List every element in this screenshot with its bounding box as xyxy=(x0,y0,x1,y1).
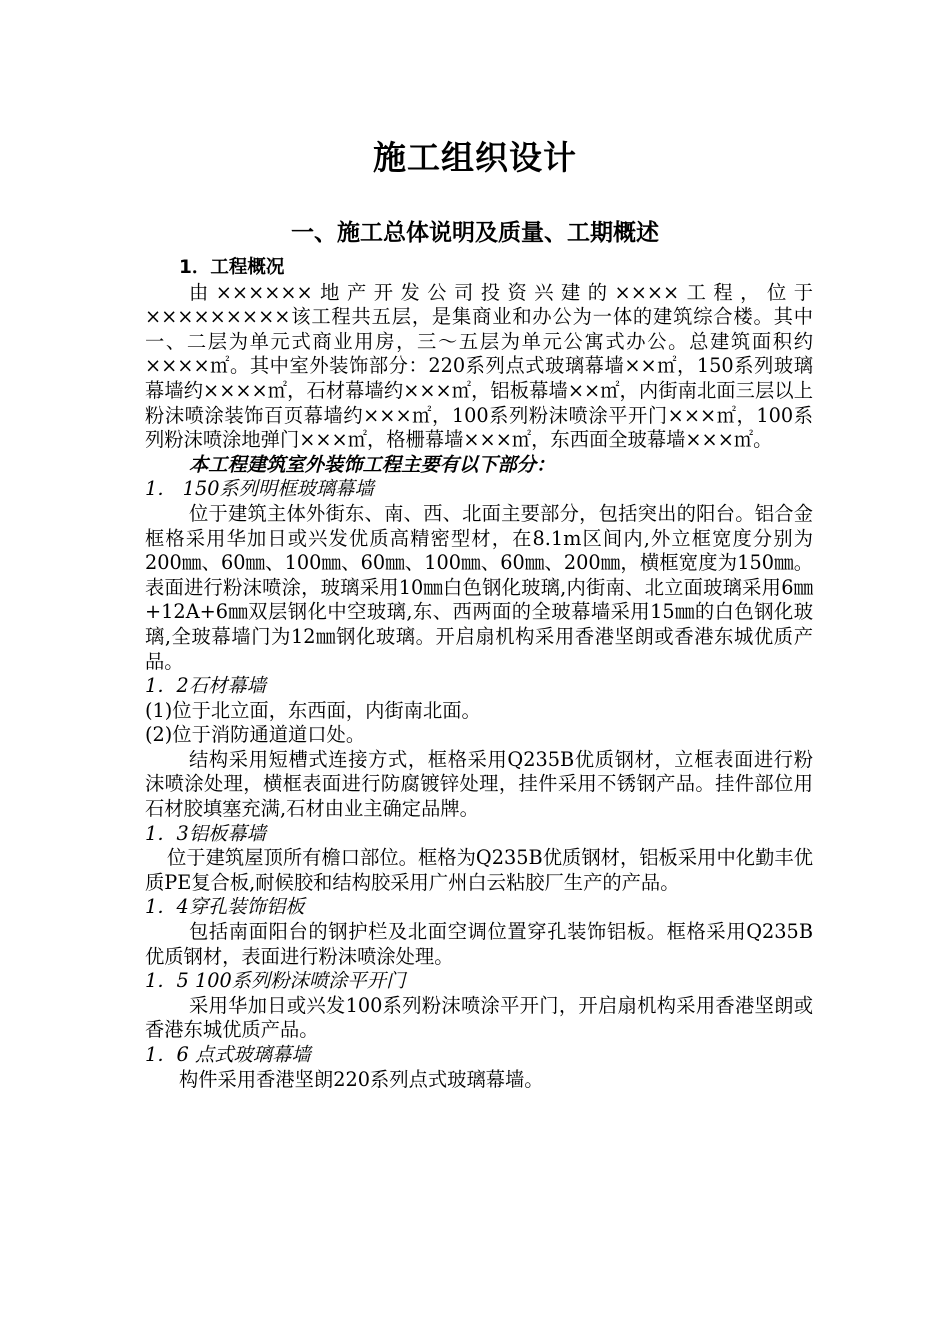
intro-paragraph: 由××××××地产开发公司投资兴建的××××工程，位于×××××××××该工程共五层，是集商业和办公为一体的建筑综合楼。其中一、二层为单元式商业用房，三～五层为单元公寓式办公。总建筑面积约××××㎡。其中室外装饰部分：220系列点式玻璃幕墙××㎡，150系列玻璃幕墙约××××㎡，石材幕墙约×××㎡，铝板幕墙××㎡，内街南北面三层以上粉沫喷涂装饰百页幕墙约×××㎡，100系列粉沫喷涂平开门×××㎡，100系列粉沫喷涂地弹门×××㎡，格栅幕墙×××㎡，东西面全玻幕墙×××㎡。 xyxy=(145,280,813,452)
item-paragraph-stone-curtain-wall: 结构采用短槽式连接方式，框格采用Q235B优质钢材，立框表面进行粉沫喷涂处理，横框表面进行防腐镀锌处理，挂件采用不锈钢产品。挂件部位用石材胶填塞充满,石材由业主确定品牌。 xyxy=(145,747,813,821)
item-heading-glass-curtain-wall: 1． 150系列明框玻璃幕墙 xyxy=(145,477,374,501)
item-paragraph-casement-door: 采用华加日或兴发100系列粉沫喷涂平开门，开启扇机构采用香港坚朗或香港东城优质产品。 xyxy=(145,993,813,1042)
item-heading-aluminum-panel-wall: 1．3铝板幕墙 xyxy=(145,821,266,845)
parts-heading: 本工程建筑室外装饰工程主要有以下部分： xyxy=(189,452,556,476)
item-paragraph-perforated-aluminum: 包括南面阳台的钢护栏及北面空调位置穿孔装饰铝板。框格采用Q235B优质钢材，表面进行粉沫喷涂处理。 xyxy=(145,920,813,968)
document-body xyxy=(145,256,813,1092)
item-paragraph-glass-curtain-wall: 位于建筑主体外街东、南、西、北面主要部分，包括突出的阳台。铝合金框格采用华加日或兴发优质高精密型材，在8.1m区间内,外立框宽度分别为200㎜、60㎜、100㎜、60㎜、100㎜、60㎜、200㎜，横框宽度为150㎜。表面进行粉沫喷涂，玻璃采用10㎜白色钢化玻璃,内街南、北立面玻璃采用6㎜+12A+6㎜双层钢化中空玻璃,东、西两面的全玻幕墙采用15㎜的白色钢化玻璃,全玻幕墙门为12㎜钢化玻璃。开启扇机构采用香港坚朗或香港东城优质产品。 xyxy=(145,501,813,673)
subsection-heading: 1．工程概况 xyxy=(179,257,285,278)
list-item: (1)位于北立面，东西面，内街南北面。 xyxy=(145,698,481,722)
item-heading-perforated-aluminum: 1．4穿孔装饰铝板 xyxy=(145,895,305,919)
item-heading-point-glass-wall: 1．6 点式玻璃幕墙 xyxy=(145,1043,311,1066)
list-item: (2)位于消防通道道口处。 xyxy=(145,723,366,747)
document-title: 施工组织设计 xyxy=(373,138,577,177)
item-paragraph-aluminum-panel-wall: 位于建筑屋顶所有檐口部位。框格为Q235B优质钢材，铝板采用中化勤丰优质PE复合板,耐候胶和结构胶采用广州白云粘胶厂生产的产品。 xyxy=(145,846,813,894)
item-heading-stone-curtain-wall: 1．2石材幕墙 xyxy=(145,674,266,698)
section-title: 一、施工总体说明及质量、工期概述 xyxy=(291,220,659,246)
item-heading-casement-door: 1．5 100系列粉沫喷涂平开门 xyxy=(145,969,406,993)
item-paragraph-point-glass-wall: 构件采用香港坚朗220系列点式玻璃幕墙。 xyxy=(179,1067,544,1091)
